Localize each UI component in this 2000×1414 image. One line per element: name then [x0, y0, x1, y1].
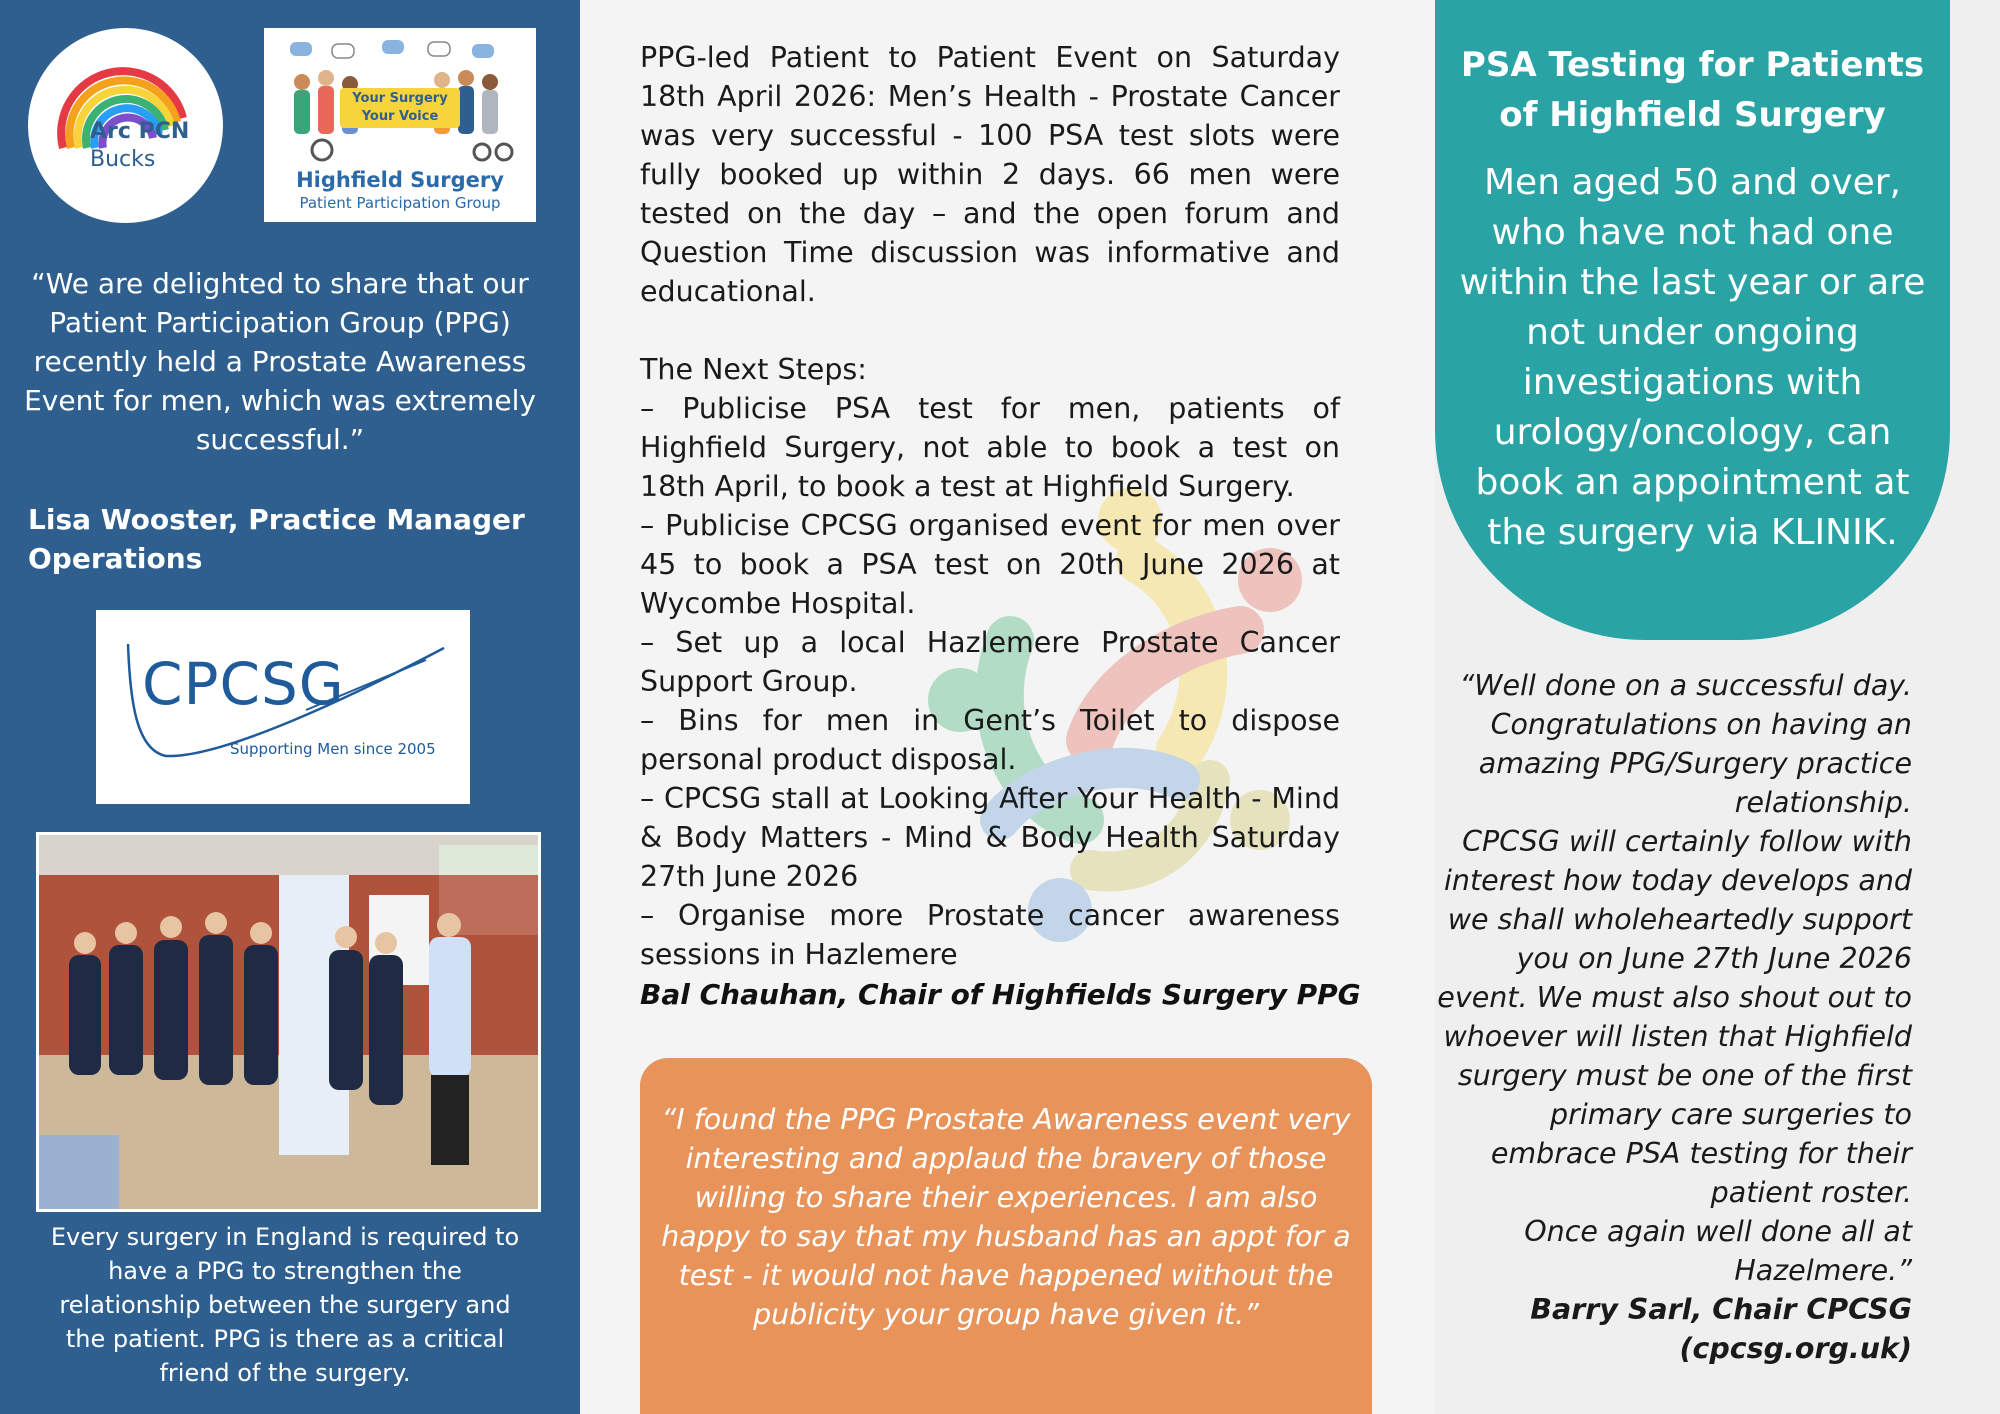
quote-line: event. We must also shout out to	[1437, 981, 1912, 1014]
quote-line: you on June 27th June 2026	[1516, 942, 1912, 975]
arc-pcn-logo	[28, 28, 223, 223]
next-step-item: – Publicise CPCSG organised event for men over 45 to book a PSA test on 20th June 2026 at Wycombe Hospital.	[640, 509, 1340, 620]
ppg-footer-text: Every surgery in England is required to have a PPG to strengthen the relationship between the surgery and the patient. PPG is there as a critical friend of the surgery.	[50, 1223, 520, 1387]
quote-line: patient roster.	[1710, 1176, 1912, 1209]
event-intro: PPG-led Patient to Patient Event on Saturday 18th April 2026: Men’s Health - Prostate Cancer was very successful - 100 PSA test slots were fully booked up within 2 days. 66 men were tested on the day – and the open forum and Question Time discussion was informative and educational.	[640, 41, 1340, 308]
patient-quote: “I found the PPG Prostate Awareness event very interesting and applaud the bravery of those willing to share their experiences. I am also happy to say that my husband has an appt for a test - it would not have happened without the publicity your group have given it.”	[661, 1103, 1351, 1331]
next-step-item: – Publicise PSA test for men, patients of Highfield Surgery, not able to book a test on 18th April, to book a test at Highfield Surgery.	[640, 392, 1340, 503]
right-column	[1435, 0, 2000, 1414]
highfield-logo-name: Highfield Surgery	[296, 168, 504, 192]
quote-line: whoever will listen that Highfield	[1443, 1020, 1912, 1053]
manager-quote: “We are delighted to share that our Patient Participation Group (PPG) recently held a Prostate Awareness Event for men, which was extremely successful.”	[24, 267, 536, 456]
cpcsg-website: (cpcsg.org.uk)	[1679, 1332, 1912, 1365]
highfield-logo-subtitle: Patient Participation Group	[299, 194, 501, 212]
quote-line: we shall wholeheartedly support	[1447, 903, 1912, 936]
quote-line: primary care surgeries to	[1550, 1098, 1912, 1131]
quote-line: Hazelmere.”	[1734, 1254, 1912, 1287]
cpcsg-wordmark: CPCSG	[142, 650, 345, 718]
psa-testing-body: Men aged 50 and over, who have not had one within the last year or are not under ongoing investigations with urology/oncology, can book an appointment at the surgery via KLINIK.	[1459, 162, 1926, 553]
quote-line: Once again well done all at	[1524, 1215, 1912, 1248]
quote-line: relationship.	[1734, 786, 1912, 819]
quote-line: Congratulations on having an	[1490, 708, 1912, 741]
arc-logo-line2: Bucks	[90, 147, 156, 172]
next-steps-heading: The Next Steps:	[640, 353, 867, 386]
cpcsg-logo	[96, 610, 470, 804]
cpcsg-quote	[1435, 666, 1912, 1368]
next-step-item: – Set up a local Hazlemere Prostate Cancer Support Group.	[640, 626, 1340, 698]
cpcsg-tagline: Supporting Men since 2005	[230, 740, 436, 758]
quote-line: “Well done on a successful day.	[1459, 669, 1912, 702]
highfield-ppg-logo	[264, 28, 536, 222]
quote-line: amazing PPG/Surgery practice	[1478, 747, 1912, 780]
cpcsg-chair-signature: Barry Sarl, Chair CPCSG	[1530, 1293, 1912, 1326]
quote-line: surgery must be one of the first	[1457, 1059, 1912, 1092]
event-photo	[36, 832, 541, 1212]
psa-testing-title: PSA Testing for Patients of Highfield Surgery	[1460, 45, 1925, 135]
next-step-item: – CPCSG stall at Looking After Your Health - Mind & Body Matters - Mind & Body Health Saturday 27th June 2026	[640, 782, 1340, 893]
middle-column	[580, 0, 1435, 1414]
manager-quote-author: Lisa Wooster, Practice Manager Operations	[28, 503, 525, 575]
left-column	[0, 0, 580, 1414]
quote-line: CPCSG will certainly follow with	[1462, 825, 1912, 858]
next-step-item: – Bins for men in Gent’s Toilet to dispose personal product disposal.	[640, 704, 1340, 776]
psa-testing-panel	[1435, 0, 1950, 640]
next-step-item: – Organise more Prostate cancer awareness sessions in Hazlemere	[640, 899, 1340, 971]
quote-line: interest how today develops and	[1444, 864, 1912, 897]
event-summary	[640, 38, 1340, 974]
patient-quote-box	[640, 1058, 1372, 1414]
group-photo-illustration	[39, 835, 538, 1209]
quote-line: embrace PSA testing for their	[1490, 1137, 1912, 1170]
ppg-slogan: Your Surgery Your Voice	[340, 88, 460, 128]
chair-signature: Bal Chauhan, Chair of Highfields Surgery PPG	[640, 978, 1361, 1011]
arc-logo-line1: Arc PCN	[90, 119, 190, 144]
